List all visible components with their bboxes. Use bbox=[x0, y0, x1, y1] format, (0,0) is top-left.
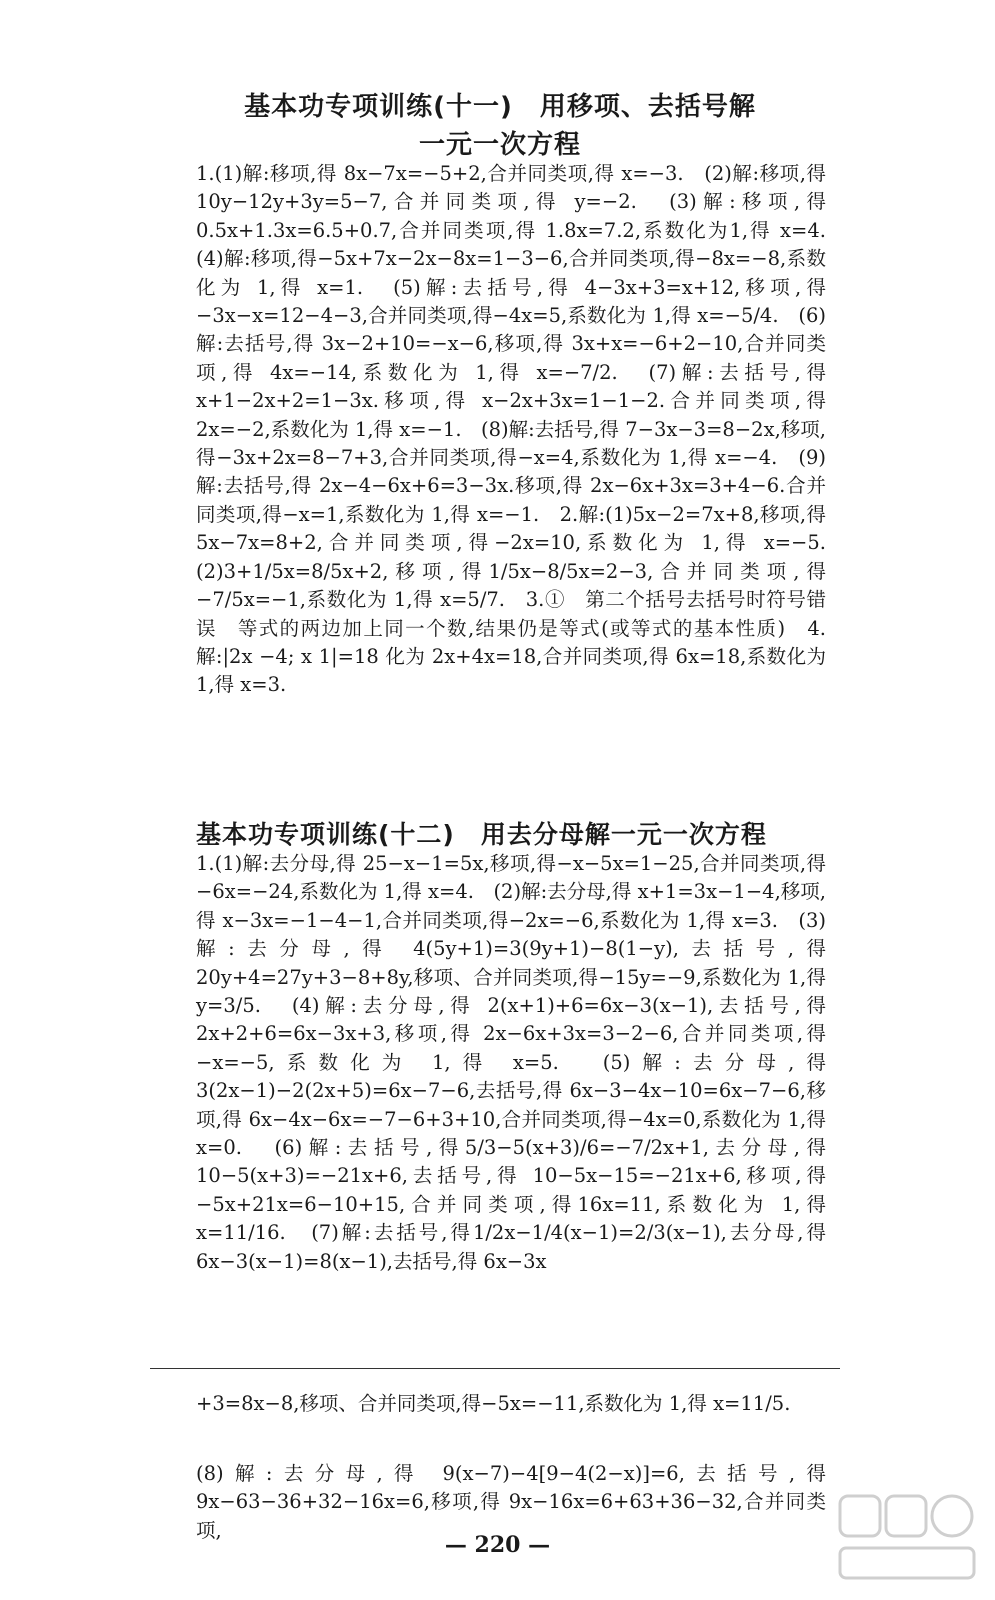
watermark-logo-icon bbox=[832, 1488, 982, 1588]
section-12-title: 基本功专项训练(十二) 用去分母解一元一次方程 bbox=[196, 820, 767, 849]
divider-rule bbox=[150, 1368, 840, 1369]
section-11-title-line1: 基本功专项训练(十一) 用移项、去括号解 bbox=[244, 92, 756, 122]
page-number: — 220 — bbox=[444, 1532, 551, 1558]
section-11-title-line2: 一元一次方程 bbox=[418, 130, 581, 160]
section-11-body: 1.(1)解:移项,得 8x−7x=−5+2,合并同类项,得 x=−3. (2)解:移项,得 10y−12y+3y=5−7,合并同类项,得 y=−2. (3)解:移项,得 0.5x+1.3x=6.5+0.7,合并同类项,得 1.8x=7.2,系数化为1,得 x=4. (4)解:移项,得−5x+7x−2x−8x=1−3−6,合并同类项,得−8x=−8,系数化为 1,得 x=1. (5)解:去括号,得 4−3x+3=x+12,移项,得−3x−x=12−4−3,合并同类项,得−4x=5,系数化为 1,得 x=−5/4. (6)解:去括号,得 3x−2+10=−x−6,移项,得 3x+x=−6+2−10,合并同类项,得 4x=−14,系数化为 1,得 x=−7/2. (7)解:去括号,得 x+1−2x+2=1−3x.移项,得 x−2x+3x=1−1−2.合并同类项,得 2x=−2,系数化为 1,得 x=−1. (8)解:去括号,得 7−3x−3=8−2x,移项,得−3x+2x=8−7+3,合并同类项,得−x=4,系数化为 1,得 x=−4. (9)解:去括号,得 2x−4−6x+6=3−3x.移项,得 2x−6x+3x=3+4−6.合并同类项,得−x=1,系数化为 1,得 x=−1. 2.解:(1)5x−2=7x+8,移项,得 5x−7x=8+2,合并同类项,得−2x=10,系数化为 1,得 x=−5. (2)3+1/5x=8/5x+2,移项,得1/5x−8/5x=2−3,合并同类项,得−7/5x=−1,系数化为 1,得 x=5/7. 3.① 第二个括号去括号时符号错误 等式的两边加上同一个数,结果仍是等式(或等式的基本性质) 4.解:|2x −4; x 1|=18 化为 2x+4x=18,合并同类项,得 6x=18,系数化为1,得 x=3. bbox=[196, 162, 846, 697]
section-12-body: 1.(1)解:去分母,得 25−x−1=5x,移项,得−x−5x=1−25,合并同类项,得−6x=−24,系数化为 1,得 x=4. (2)解:去分母,得 x+1=3x−1−4,移项,得 x−3x=−1−4−1,合并同类项,得−2x=−6,系数化为 1,得 x=3. (3)解:去分母,得 4(5y+1)=3(9y+1)−8(1−y),去括号,得 20y+4=27y+3−8+8y,移项、合并同类项,得−15y=−9,系数化为 1,得 y=3/5. (4)解:去分母,得 2(x+1)+6=6x−3(x−1),去括号,得 2x+2+6=6x−3x+3,移项,得 2x−6x+3x=3−2−6,合并同类项,得−x=−5,系数化为 1,得 x=5. (5)解:去分母,得 3(2x−1)−2(2x+5)=6x−7−6,去括号,得 6x−3−4x−10=6x−7−6,移项,得 6x−4x−6x=−7−6+3+10,合并同类项,得−4x=0,系数化为 1,得 x=0. (6)解:去括号,得5/3−5(x+3)/6=−7/2x+1,去分母,得 10−5(x+3)=−21x+6,去括号,得 10−5x−15=−21x+6,移项,得−5x+21x=6−10+15,合并同类项,得16x=11,系数化为 1,得 x=11/16. (7)解:去括号,得1/2x−1/4(x−1)=2/3(x−1),去分母,得 6x−3(x−1)=8(x−1),去括号,得 6x−3x bbox=[196, 852, 826, 1273]
section-12-item-8: (8)解:去分母,得 9(x−7)−4[9−4(2−x)]=6,去括号,得 9x−63−36+32−16x=6,移项,得 9x−16x=6+63+36−32,合并同类项, bbox=[196, 1462, 826, 1542]
section-12-body-continued: +3=8x−8,移项、合并同类项,得−5x=−11,系数化为 1,得 x=11/5. bbox=[196, 1392, 791, 1415]
